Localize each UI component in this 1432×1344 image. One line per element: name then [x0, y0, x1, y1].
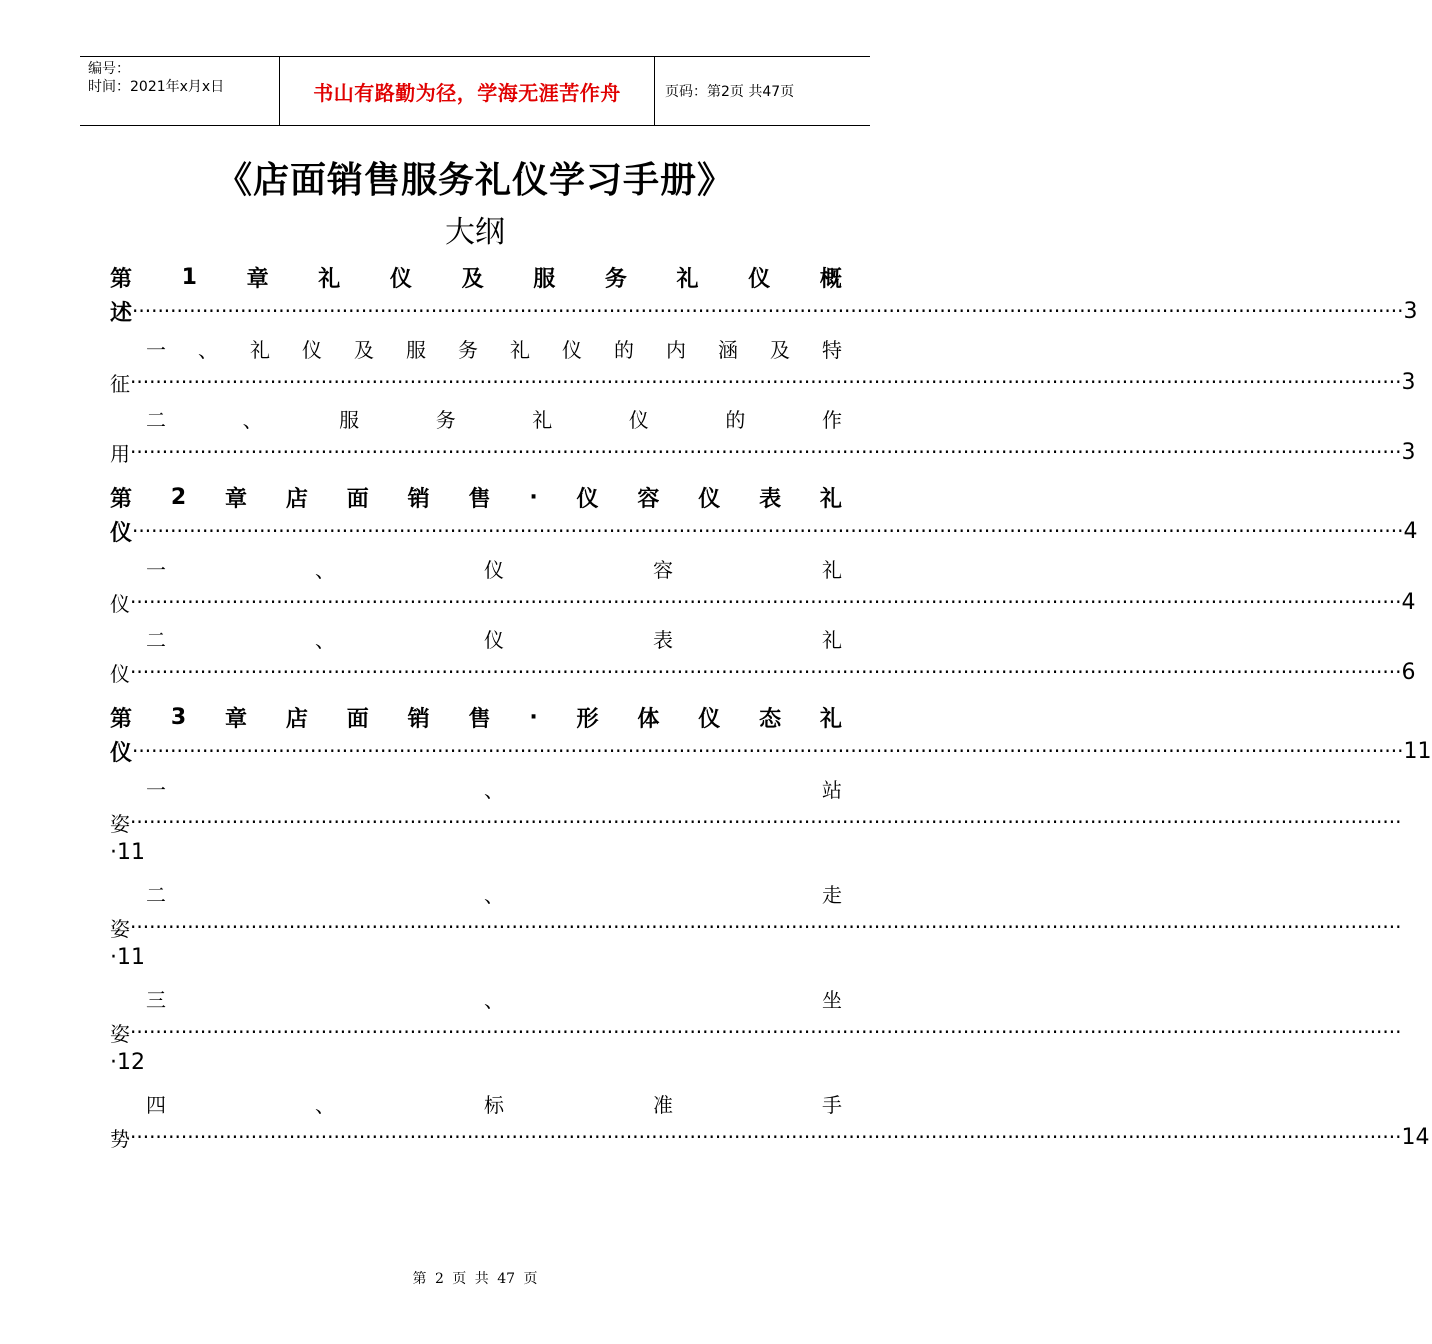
toc-char: 礼 [822, 557, 842, 582]
toc-char: 章 [225, 486, 248, 512]
toc-page-number: 14 [1401, 1124, 1430, 1150]
toc-char: 四 [146, 1092, 166, 1117]
toc-char: 店 [285, 706, 308, 732]
toc-char: 作 [821, 407, 842, 432]
toc-entry-lead: 姿 [110, 811, 130, 836]
toc-char: 内 [666, 337, 686, 362]
toc-page-number: 3 [1401, 369, 1416, 395]
toc-entry-ch1[interactable] [110, 260, 842, 294]
toc-char: 概 [819, 266, 842, 292]
toc-entry-lead: 征 [110, 371, 130, 396]
toc-leader-row [110, 910, 1402, 944]
toc-char: 仪 [698, 706, 721, 732]
toc-entry-s3-1[interactable] [110, 771, 842, 805]
toc-leader-row [110, 514, 1418, 548]
document-title: 《店面销售服务礼仪学习手册》 [215, 160, 734, 201]
toc-dot-leader: ········································································································································································································ [132, 739, 1404, 763]
toc-char: 1 [181, 264, 197, 290]
toc-dot-leader: ········································································································································································································ [130, 660, 1402, 684]
toc-char: 、 [315, 557, 335, 582]
page-info: 页码：第2页 共47页 [665, 84, 795, 100]
toc-entry-lead: 述 [110, 300, 133, 326]
toc-char: 仪 [748, 266, 771, 292]
toc-char: 销 [407, 706, 430, 732]
toc-entry-lead: 仪 [110, 591, 130, 616]
toc-entry-lead: 用 [110, 441, 130, 466]
toc-char: 仪 [628, 407, 649, 432]
toc-char: 仪 [302, 337, 322, 362]
toc-char: 礼 [250, 337, 270, 362]
toc-char: 章 [225, 706, 248, 732]
toc-leader-row [110, 805, 1402, 839]
toc-char: 一 [146, 777, 166, 802]
toc-page-number: 3 [1403, 298, 1418, 324]
toc-entry-s2-1[interactable] [110, 551, 842, 585]
document-subtitle: 大纲 [445, 215, 505, 250]
toc-leader-row [110, 655, 1416, 689]
toc-char: 及 [770, 337, 790, 362]
toc-char: 的 [614, 337, 634, 362]
toc-char: 一 [146, 337, 166, 362]
toc-char: 务 [604, 266, 627, 292]
toc-char: 销 [407, 486, 430, 512]
toc-char: 售 [468, 706, 491, 732]
toc-page-number: 11 [1403, 738, 1432, 764]
toc-char: 及 [354, 337, 374, 362]
toc-char: 的 [725, 407, 746, 432]
toc-char: 、 [242, 407, 263, 432]
toc-char: 仪 [698, 486, 721, 512]
toc-entry-lead: 仪 [110, 520, 133, 546]
toc-char: 态 [759, 706, 782, 732]
header-table [80, 56, 870, 126]
toc-dot-leader: ········································································································································································································ [130, 810, 1402, 834]
toc-char: 标 [484, 1092, 504, 1117]
toc-char: 、 [198, 337, 218, 362]
toc-dot-leader: ········································································································································································································ [132, 519, 1404, 543]
toc-char: 、 [484, 987, 504, 1012]
toc-page-number: 6 [1401, 659, 1416, 685]
toc-char: 手 [822, 1092, 842, 1117]
number-label: 编号： [88, 61, 130, 77]
toc-entry-lead: 势 [110, 1126, 130, 1151]
header-left-cell [80, 57, 280, 125]
toc-entry-s2-2[interactable] [110, 621, 842, 655]
toc-entry-lead: 姿 [110, 916, 130, 941]
toc-char: 礼 [822, 627, 842, 652]
toc-char: 二 [146, 882, 166, 907]
toc-page-number: 4 [1401, 589, 1416, 615]
toc-dot-leader: ········································································································································································································ [130, 915, 1402, 939]
toc-char: 第 [110, 266, 133, 292]
toc-dot-leader: ········································································································································································································ [130, 1020, 1402, 1044]
toc-leader-row [110, 1120, 1430, 1154]
toc-char: 服 [339, 407, 360, 432]
toc-entry-s3-3[interactable] [110, 981, 842, 1015]
toc-page-number: ·12 [110, 1050, 145, 1075]
toc-char: 一 [146, 557, 166, 582]
toc-dot-leader: ········································································································································································································ [130, 370, 1402, 394]
toc-entry-lead: 仪 [110, 740, 133, 766]
toc-char: 仪 [576, 486, 599, 512]
toc-char: 面 [346, 486, 369, 512]
toc-char: 表 [759, 486, 782, 512]
toc-entry-s1-2[interactable] [110, 401, 842, 435]
toc-entry-lead: 姿 [110, 1021, 130, 1046]
toc-char: 、 [484, 777, 504, 802]
toc-char: · [529, 484, 538, 510]
toc-page-number: 3 [1401, 439, 1416, 465]
toc-page-number: ·11 [110, 840, 145, 865]
toc-char: 第 [110, 706, 133, 732]
toc-char: 走 [822, 882, 842, 907]
time-label: 时间：2021年x月x日 [88, 79, 225, 95]
toc-char: 、 [315, 627, 335, 652]
toc-leader-row [110, 734, 1432, 768]
toc-entry-s3-2[interactable] [110, 876, 842, 910]
toc-char: 务 [435, 407, 456, 432]
toc-leader-row [110, 1015, 1402, 1049]
toc-char: 二 [146, 407, 166, 432]
toc-char: 礼 [676, 266, 699, 292]
toc-char: 仪 [484, 627, 504, 652]
toc-char: 、 [315, 1092, 335, 1117]
toc-char: 务 [458, 337, 478, 362]
toc-char: 面 [346, 706, 369, 732]
toc-page-number: 4 [1403, 518, 1418, 544]
toc-entry-s1-1[interactable] [110, 331, 842, 365]
toc-char: 礼 [318, 266, 341, 292]
toc-dot-leader: ········································································································································································································ [130, 1125, 1402, 1149]
toc-leader-row [110, 585, 1416, 619]
toc-entry-ch2[interactable] [110, 480, 842, 514]
toc-char: 二 [146, 627, 166, 652]
toc-char: 容 [653, 557, 673, 582]
motto: 书山有路勤为径，学海无涯苦作舟 [280, 57, 655, 125]
toc-char: 店 [285, 486, 308, 512]
toc-char: 章 [246, 266, 269, 292]
toc-leader-row [110, 365, 1416, 399]
toc-char: 礼 [819, 486, 842, 512]
toc-char: 坐 [822, 987, 842, 1012]
toc-char: · [529, 704, 538, 730]
toc-char: 、 [484, 882, 504, 907]
toc-char: 仪 [484, 557, 504, 582]
toc-leader-row [110, 294, 1418, 328]
toc-char: 礼 [532, 407, 553, 432]
toc-char: 站 [822, 777, 842, 802]
toc-entry-s3-4[interactable] [110, 1086, 842, 1120]
toc-char: 服 [533, 266, 556, 292]
toc-char: 特 [822, 337, 842, 362]
toc-leader-row [110, 435, 1416, 469]
page-footer: 第 2 页 共 47 页 [412, 1271, 538, 1287]
toc-char: 涵 [718, 337, 738, 362]
toc-char: 形 [576, 706, 599, 732]
toc-page-number: ·11 [110, 945, 145, 970]
toc-entry-lead: 仪 [110, 661, 130, 686]
toc-char: 第 [110, 486, 133, 512]
toc-char: 3 [170, 704, 187, 730]
toc-entry-ch3[interactable] [110, 700, 842, 734]
toc-dot-leader: ········································································································································································································ [130, 440, 1402, 464]
toc-char: 礼 [510, 337, 530, 362]
toc-char: 表 [653, 627, 673, 652]
toc-dot-leader: ········································································································································································································ [132, 299, 1404, 323]
toc-char: 仪 [389, 266, 412, 292]
toc-char: 服 [406, 337, 426, 362]
toc-char: 及 [461, 266, 484, 292]
toc-char: 礼 [819, 706, 842, 732]
toc-char: 体 [637, 706, 660, 732]
toc-char: 三 [146, 987, 166, 1012]
toc-char: 准 [653, 1092, 673, 1117]
toc-char: 容 [637, 486, 660, 512]
toc-dot-leader: ········································································································································································································ [130, 590, 1402, 614]
toc-char: 2 [170, 484, 187, 510]
toc-char: 仪 [562, 337, 582, 362]
toc-char: 售 [468, 486, 491, 512]
